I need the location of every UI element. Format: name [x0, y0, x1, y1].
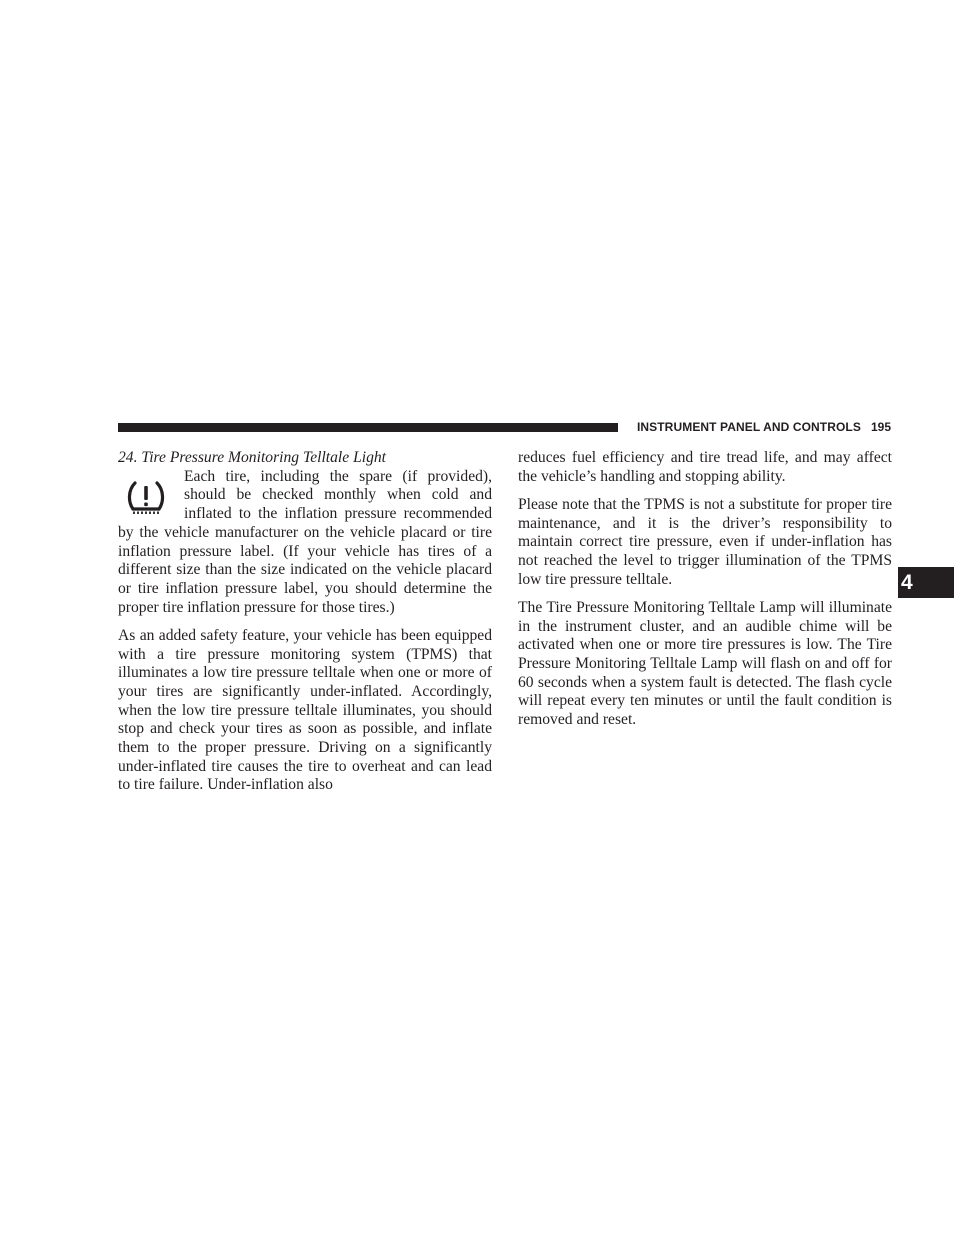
right-paragraph-2: Please note that the TPMS is not a substitute for proper tire maintenance, and it is the driver’s responsibility to maintain correct tire pressure, even if under-inflation has not reached the level to trigger illumination of the TPMS low tire pressure telltale. [518, 495, 892, 588]
tire-pressure-warning-icon [118, 468, 184, 520]
right-paragraph-1: reduces fuel efficiency and tire tread life, and may affect the vehicle’s handling and stopping ability. [518, 449, 892, 485]
chapter-tab [898, 567, 954, 598]
page-number: 195 [870, 420, 891, 434]
right-column [518, 449, 892, 739]
header-rule [118, 423, 618, 432]
left-paragraph-2: As an added safety feature, your vehicle has been equipped with a tire pressure monitoring system (TPMS) that illuminates a low tire pressure telltale when one or more of your tires are significantly under-inflated. Accordingly, when the low tire pressure telltale illuminates, you should stop and check your tires as soon as possible, and inflate them to the proper pressure. Driving on a significantly under-inflated tire causes the tire to overheat and can lead to tire failure. Under-inflation also [118, 626, 492, 794]
section-title: INSTRUMENT PANEL AND CONTROLS [636, 420, 861, 434]
section-heading: 24. Tire Pressure Monitoring Telltale Light [118, 449, 387, 466]
right-paragraph-3: The Tire Pressure Monitoring Telltale Lamp will illuminate in the instrument cluster, and an audible chime will be activated when one or more tire pressures is low. The Tire Pressure Monitoring Telltale Lamp will flash on and off for 60 seconds when a system fault is detected. The flash cycle will repeat every ten minutes or until the fault condition is removed and reset. [518, 598, 892, 729]
chapter-number: 4 [901, 571, 913, 594]
left-paragraph-1 [118, 468, 492, 618]
left-column [118, 449, 492, 805]
running-header [627, 419, 891, 435]
left-paragraph-1-text: Each tire, including the spare (if provided), should be checked monthly when cold and inflated to the inflation pressure recommended by the vehicle manufacturer on the vehicle placard or tire inflation pressure label. (If your vehicle has tires of a different size than the size indicated on the vehicle placard or tire inflation pressure label, you should determine the proper tire inflation pressure for those tires.) [118, 467, 492, 616]
